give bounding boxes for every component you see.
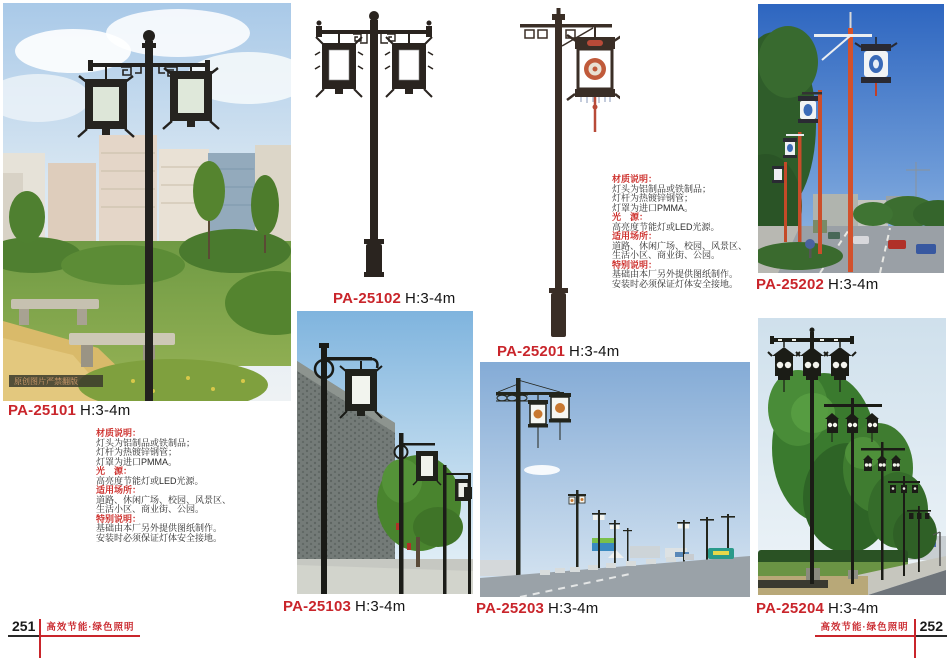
pa-25103-wall-scene xyxy=(297,311,473,594)
spec-special-title: 特别说明： xyxy=(96,513,142,524)
drawing-pa-25102 xyxy=(303,4,445,288)
footer-right xyxy=(815,619,947,658)
product-code: PA-25204 xyxy=(756,600,825,617)
spec-line: 生活小区、商业街、公园。 xyxy=(96,504,205,514)
spec-line: 基础由本厂另外提供图纸制作。 xyxy=(96,523,223,533)
drawing-pa-25201 xyxy=(500,4,620,341)
drawn-lantern-single xyxy=(567,27,620,132)
spec-line: 基础由本厂另外提供图纸制作。 xyxy=(612,269,739,279)
spec-special-title: 特别说明： xyxy=(612,259,658,270)
photo-pa-25101 xyxy=(3,3,291,401)
product-label-pa-25203 xyxy=(476,600,598,617)
product-height: H:3-4m xyxy=(80,402,131,419)
photo-pa-25203 xyxy=(480,362,750,597)
hanging-lantern-right xyxy=(163,67,219,129)
product-label-pa-25201 xyxy=(497,343,619,360)
spec-line: 灯杆为热镀锌钢管； xyxy=(96,447,178,457)
page-number-left: 251 xyxy=(8,619,39,637)
product-label-pa-25204 xyxy=(756,600,878,617)
product-label-pa-25102 xyxy=(333,290,455,307)
spec-material-title: 材质说明： xyxy=(96,428,142,438)
spec-usage-title: 适用场所： xyxy=(96,485,142,495)
spec-material-title: 材质说明： xyxy=(612,174,658,184)
product-code: PA-25103 xyxy=(283,598,352,615)
product-height: H:3-4m xyxy=(355,598,406,615)
drawn-lantern-left xyxy=(315,34,363,97)
spec-block-left xyxy=(96,429,291,543)
page-number-right: 252 xyxy=(916,619,947,637)
pa-25101-park-scene xyxy=(3,3,291,401)
spec-block-right xyxy=(612,175,807,289)
photo-pa-25103 xyxy=(297,311,473,594)
spec-line: 灯罩为进口PMMA。 xyxy=(96,456,178,467)
product-code: PA-25101 xyxy=(8,402,77,419)
spec-light-title: 光 源： xyxy=(612,212,649,222)
product-code: PA-25102 xyxy=(333,290,402,307)
spec-light-title: 光 源： xyxy=(96,466,133,476)
spec-line: 道路、休闲广场、校园、风景区、 xyxy=(612,240,748,251)
footer-slogan-right: 高效节能·绿色照明 xyxy=(815,619,913,637)
spec-line: 灯头为铝制品或铁制品； xyxy=(96,437,196,448)
pa-25204-avenue-scene xyxy=(758,318,946,595)
spec-line: 生活小区、商业街、公园。 xyxy=(612,250,721,260)
spec-line: 安装时必须保证灯体安全接地。 xyxy=(96,532,223,543)
spec-line: 道路、休闲广场、校园、风景区、 xyxy=(96,494,232,505)
drawn-lantern-right xyxy=(385,34,433,97)
photo-pa-25204 xyxy=(758,318,946,595)
pa-25201-lamp-drawing xyxy=(500,4,620,341)
spec-line: 高亮度节能灯或LED光源。 xyxy=(612,221,720,232)
spec-line: 灯罩为进口PMMA。 xyxy=(612,202,694,213)
product-height: H:3-4m xyxy=(828,600,879,617)
product-height: H:3-4m xyxy=(405,290,456,307)
product-label-pa-25101 xyxy=(8,402,130,419)
footer-slogan-left: 高效节能·绿色照明 xyxy=(41,619,139,637)
spec-line: 安装时必须保证灯体安全接地。 xyxy=(612,278,739,289)
product-code: PA-25203 xyxy=(476,600,545,617)
product-code: PA-25202 xyxy=(756,276,825,293)
product-height: H:3-4m xyxy=(828,276,879,293)
spec-line: 灯头为铝制品或铁制品； xyxy=(612,183,712,194)
spec-line: 高亮度节能灯或LED光源。 xyxy=(96,475,204,486)
photo-watermark: 原创图片严禁翻版 xyxy=(14,377,78,386)
spec-usage-title: 适用场所： xyxy=(612,231,658,241)
product-height: H:3-4m xyxy=(548,600,599,617)
product-height: H:3-4m xyxy=(569,343,620,360)
footer-left xyxy=(8,619,140,658)
pa-25203-highway-scene xyxy=(480,362,750,597)
product-code: PA-25201 xyxy=(497,343,566,360)
product-label-pa-25103 xyxy=(283,598,405,615)
spec-line: 灯杆为热镀锌钢管； xyxy=(612,193,694,203)
pa-25102-lamp-drawing xyxy=(303,4,445,288)
